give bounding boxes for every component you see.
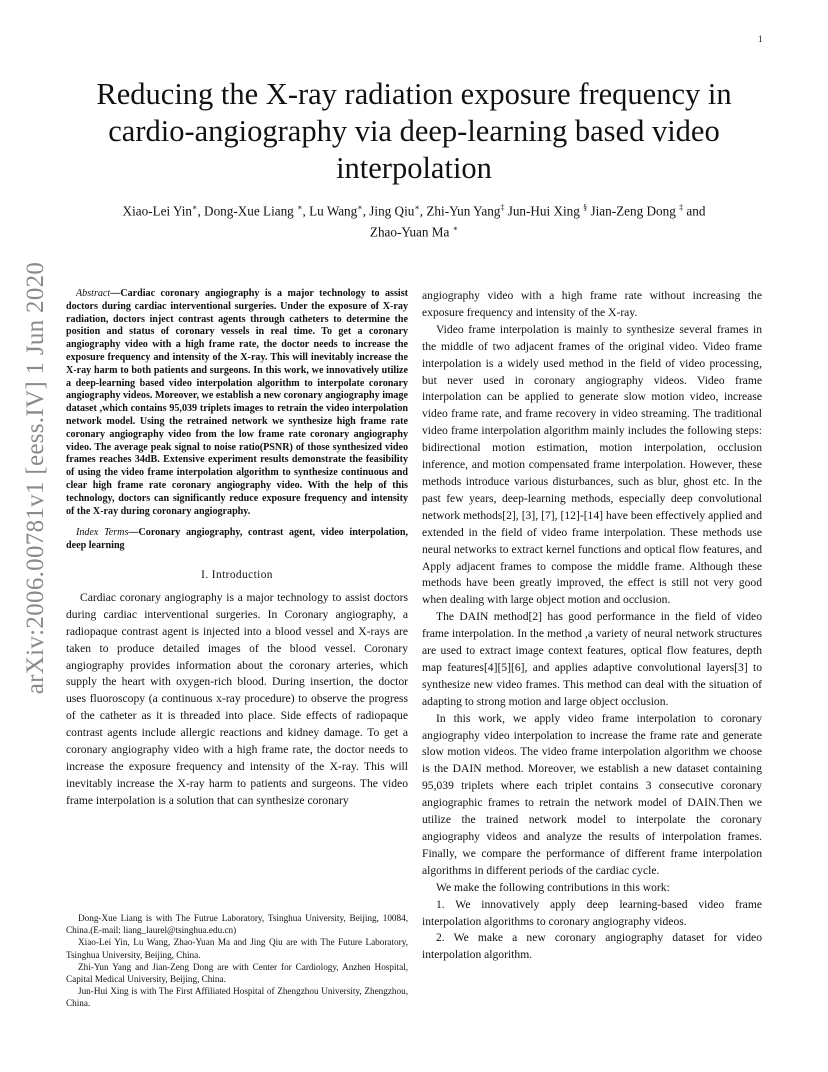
- affiliation-mark: ∗: [297, 203, 303, 212]
- author-list: Xiao-Lei Yin∗, Dong-Xue Liang ∗, Lu Wang∗, Jing Qiu∗, Zhi-Yun Yang‡ Jun-Hui Xing § Jian-Zeng Dong ‡ and Zhao-Yuan Ma ∗: [122, 203, 706, 240]
- body-paragraph: Cardiac coronary angiography is a major technology to assist doctors during cardiac interventional surgeries. In Coronary angiography, a radiopaque contrast agent is injected into a blood vessel and X-rays are taken to produce detailed images of the blood vessel. Coronary angiography provides information about the coronary arteries, which supply the heart with oxygen-rich blood. During insertion, the doctor uses fluoroscopy (a continuous x-ray procedure) to observe the progress of the catheter as it is threaded into place. Side effects of radiopaque contrast agents include allergic reactions and kidney damage. To get a coronary angiography video with a high frame rate, the doctor needs to increase the exposure frequency and intensity of the X-ray. This will inevitably increase the X-ray harm to patients and surgeons. The video frame interpolation is a solution that can synthesize coronary: [66, 590, 408, 807]
- abstract-lead: Abstract: [76, 288, 111, 299]
- author-name: Dong-Xue Liang: [204, 203, 294, 219]
- section-heading-introduction: I. Introduction: [201, 568, 273, 581]
- abstract: [66, 288, 408, 518]
- footnotes: [66, 912, 408, 1010]
- author-name: Zhi-Yun Yang: [426, 203, 501, 219]
- footnote: Xiao-Lei Yin, Lu Wang, Zhao-Yuan Ma and Jing Qiu are with The Future Laboratory, Tsinghua University, Beijing, China.: [66, 937, 408, 960]
- affiliation-mark: ∗: [414, 203, 420, 212]
- left-column: [66, 288, 408, 810]
- author-conjunction: and: [686, 203, 706, 219]
- body-paragraph: angiography video with a high frame rate without increasing the exposure frequency and intensity of the X-ray.: [422, 289, 762, 319]
- body-paragraph: The DAIN method[2] has good performance in the field of video frame interpolation. In the method ,a variety of neural network structures are used to extract image context features, optical flow features, depth map features[4][5][6], and applies adaptive convolutional layers[3] to synthesize new video frames. This method can deal with the situation of adapting to strong motion and large object occlusion.: [422, 610, 762, 708]
- index-terms-text: —Coronary angiography, contrast agent, video interpolation, deep learning: [66, 527, 408, 552]
- author-name: Zhao-Yuan Ma: [369, 224, 450, 240]
- affiliation-mark: ‡: [679, 203, 684, 212]
- index-terms-lead: Index Terms: [76, 527, 129, 539]
- paper-title: Reducing the X-ray radiation exposure frequency in cardio-angiography via deep-learning based video interpolation: [96, 77, 732, 185]
- author-name: Jian-Zeng Dong: [590, 203, 676, 219]
- body-paragraph: We make the following contributions in this work:: [436, 880, 670, 894]
- arxiv-stamp: arXiv:2006.00781v1 [eess.IV] 1 Jun 2020: [22, 261, 49, 695]
- page-number: 1: [758, 34, 763, 44]
- affiliation-mark: §: [583, 203, 588, 212]
- affiliation-mark: ∗: [452, 223, 459, 233]
- abstract-text: —Cardiac coronary angiography is a major technology to assist doctors during cardiac interventional surgeries. Under the exposure of X-ray radiation, doctors inject contrast agents through catheters to determine the position and status of coronary vessels in real time. To get a coronary angiography video with a high frame rate, the doctor needs to increase the exposure frequency and intensity of the X-ray. This will inevitably increase the X-ray harm to both patients and surgeons. In this work, we innovatively utilize a deep-learning based video interpolation algorithm to interpolate coronary angiography videos. Moreover, we establish a new coronary angiography image dataset ,which contains 95,039 triplets images to retrain the video interpolation network model. Using the retrained network we synthesize high frame rate coronary angiography video from the low frame rate coronary angiography video. The average peak signal to noise ratio(PSNR) of those synthesized video frames reaches 34dB. Extensive experiment results demonstrate the feasibility of using the video frame interpolation algorithm to synthesize continuous and clear high frame rate coronary angiography video. With the help of this technology, doctors can significantly reduce exposure frequency and intensity of the X-ray during coronary angiography.: [66, 288, 408, 517]
- footnote: Dong-Xue Liang is with The Futrue Laboratory, Tsinghua University, Beijing, 10084, China.(E-mail: liang_laurel@tsinghua.edu.cn): [66, 913, 408, 936]
- author-name: Jing Qiu: [369, 203, 415, 219]
- affiliation-mark: ‡: [500, 203, 505, 212]
- author-name: Lu Wang: [309, 203, 358, 219]
- contribution-item: 1. We innovatively apply deep learning-based video frame interpolation algorithms to coronary angiography videos.: [422, 897, 762, 928]
- affiliation-mark: ∗: [192, 203, 198, 212]
- body-paragraph: In this work, we apply video frame interpolation to coronary angiography video interpolation to increase the frame rate and generate slow motion videos. The video frame interpolation algorithm we choose is the DAIN method. Moreover, we establish a new dataset containing 95,039 triplets where each triplet contains 3 consecutive coronary angiographic frames to retrain the network model of DAIN.Then we utilize the trained network model to interpolate the coronary angiography videos and analyze the results of interpolation frames. Finally, we compare the performance of different frame interpolation algorithms in different periods of the cardiac cycle.: [422, 711, 762, 877]
- index-terms: [66, 527, 408, 553]
- contribution-item: 2. We make a new coronary angiography dataset for video interpolation algorithm.: [422, 931, 762, 962]
- footnote: Jun-Hui Xing is with The First Affiliated Hospital of Zhengzhou University, Zhengzhou, China.: [66, 986, 408, 1009]
- affiliation-mark: ∗: [357, 203, 363, 212]
- author-name: Xiao-Lei Yin: [122, 203, 193, 219]
- body-paragraph: Video frame interpolation is mainly to synthesize several frames in the middle of two adjacent frames of the original video. Video frame interpolation is a widely used method in the field of video processing, but never used in coronary angiography videos. Video frame interpolation can be applied to generate slow motion video, increase video frame rate, and frame recovery in video streaming. The traditional video frame interpolation algorithm mainly includes the following steps: bidirectional motion estimation, motion interpolation, occlusion inference, and motion compensated frame interpolation. However, these methods introduce various disturbances, such as blur, ghost etc. In the past few years, deep-learning methods, especially deep convolutional network methods[2], [3], [7], [12]-[14] have been effectively applied and extended in the field of video frame interpolation. These methods use neural networks to extract kernel functions and optical flow features, and Apply adjacent frames to compose the middle frame. Although these methods have been greatly improved, the effect is still not very good when dealing with large object motion and occlusion.: [422, 322, 762, 607]
- footnote: Zhi-Yun Yang and Jian-Zeng Dong are with Center for Cardiology, Anzhen Hospital, Capital Medical University, Beijing, China.: [66, 961, 408, 985]
- right-column: [422, 288, 762, 964]
- author-name: Jun-Hui Xing: [507, 203, 580, 219]
